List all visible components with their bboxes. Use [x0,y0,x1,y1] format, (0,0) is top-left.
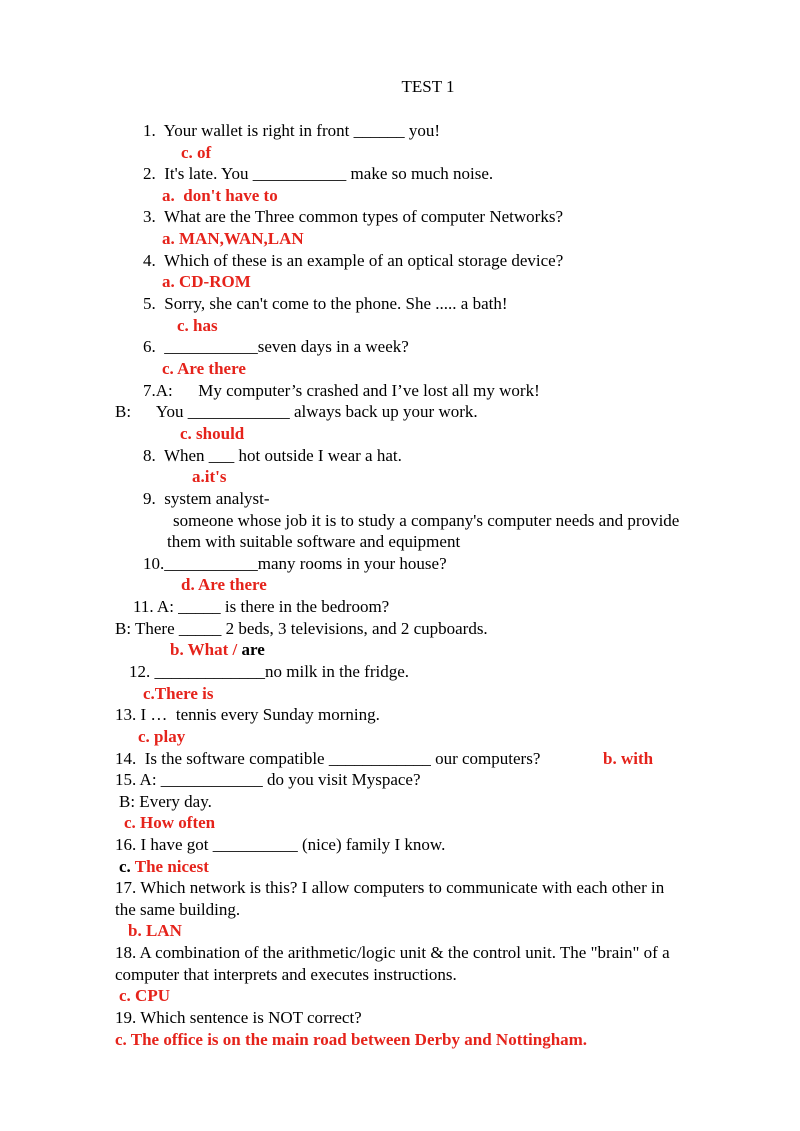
question-8: 8. When ___ hot outside I wear a hat. [143,446,402,465]
question-9-line-2: someone whose job it is to study a company's computer needs and provide [173,511,680,530]
question-9-line-3: them with suitable software and equipment [167,532,461,551]
answer-4: a. CD-ROM [162,272,251,291]
question-1: 1. Your wallet is right in front ______ you! [143,121,441,140]
question-15-a: 15. A: ____________ do you visit Myspace? [115,770,421,789]
answer-5: c. has [177,316,218,335]
answer-10: d. Are there [181,575,267,594]
question-10: 10.___________many rooms in your house? [143,554,447,573]
answer-18: c. CPU [119,986,170,1005]
question-16: 16. I have got __________ (nice) family I know. [115,835,446,854]
question-7-b: B: You ____________ always back up your work. [115,402,478,421]
question-6: 6. ___________seven days in a week? [143,337,409,356]
question-18: 18. A combination of the arithmetic/logic unit & the control unit. The "brain" of a [115,943,670,962]
question-7-a: 7.A: My computer’s crashed and I’ve lost all my work! [143,381,540,400]
question-12: 12. _____________no milk in the fridge. [129,662,410,681]
question-11-b: B: There _____ 2 beds, 3 televisions, and 2 cupboards. [115,619,488,638]
question-17-line-2: the same building. [115,900,241,919]
question-15-b: B: Every day. [119,792,212,811]
answer-16-prefix: c. [119,857,131,876]
question-13: 13. I … tennis every Sunday morning. [115,705,380,724]
answer-16 [119,857,209,877]
question-17: 17. Which network is this? I allow computers to communicate with each other in [115,878,665,897]
answer-16-red: The nicest [130,857,209,876]
answer-2: a. don't have to [162,186,278,205]
answer-17: b. LAN [128,921,182,940]
answer-3: a. MAN,WAN,LAN [162,229,304,248]
question-14: 14. Is the software compatible ____________ our computers? [115,749,541,768]
answer-11-red: b. What / [170,640,238,659]
answer-12: c.There is [143,684,214,703]
answer-15: c. How often [124,813,216,832]
answer-13: c. play [138,727,186,746]
question-19: 19. Which sentence is NOT correct? [115,1008,362,1027]
question-9: 9. system analyst- [143,489,270,508]
question-2: 2. It's late. You ___________ make so much noise. [143,164,494,183]
answer-1: c. of [181,143,212,162]
answer-14: b. with [603,749,654,768]
answer-11-black: are [237,640,265,659]
answer-8: a.it's [192,467,227,486]
answer-7: c. should [180,424,245,443]
page-title: TEST 1 [401,77,455,96]
answer-6: c. Are there [162,359,246,378]
question-18-line-2: computer that interprets and executes instructions. [115,965,457,984]
question-5: 5. Sorry, she can't come to the phone. She ..... a bath! [143,294,508,313]
question-11-a: 11. A: _____ is there in the bedroom? [133,597,390,616]
answer-11 [170,640,265,660]
answer-19: c. The office is on the main road between Derby and Nottingham. [115,1030,588,1049]
question-4: 4. Which of these is an example of an optical storage device? [143,251,564,270]
question-3: 3. What are the Three common types of computer Networks? [143,207,563,226]
